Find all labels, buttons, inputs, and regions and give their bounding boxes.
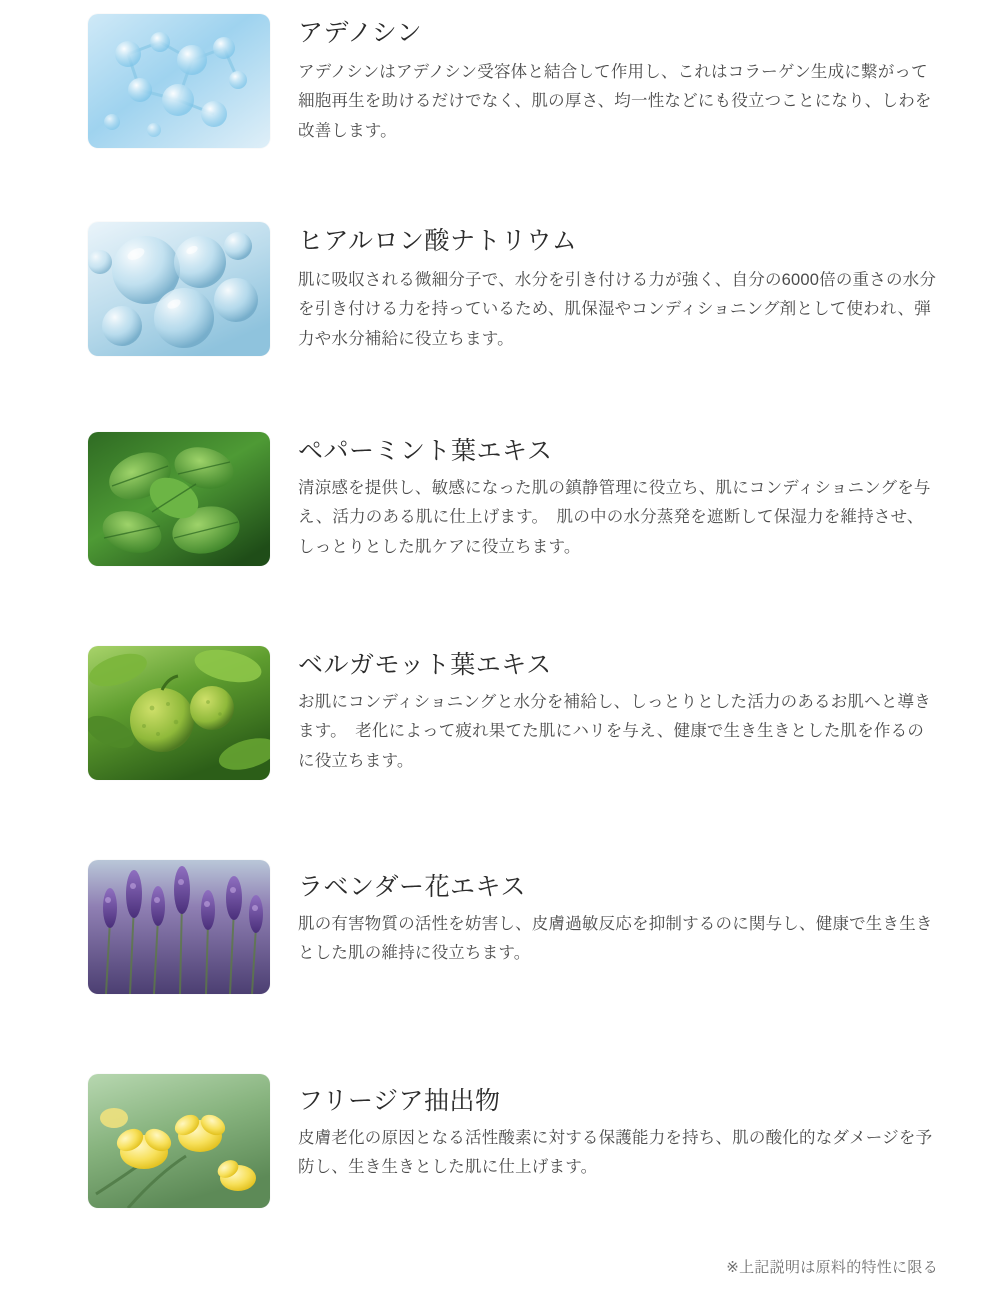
ingredient-text	[298, 222, 940, 354]
bergamot-fruit-photo	[88, 646, 270, 780]
ingredient-title: ヒアルロン酸ナトリウム	[298, 227, 578, 255]
ingredient-item	[0, 1074, 1000, 1208]
ingredient-text	[298, 14, 940, 146]
ingredient-text	[298, 1074, 940, 1183]
ingredient-text	[298, 860, 940, 969]
sodium-hyaluronate-bubbles-photo	[88, 222, 270, 356]
peppermint-leaf-photo	[88, 432, 270, 566]
lavender-flower-photo	[88, 860, 270, 994]
ingredient-title: アデノシン	[298, 19, 423, 47]
ingredient-text	[298, 646, 940, 776]
ingredient-text	[298, 432, 940, 562]
ingredient-title: ラベンダー花エキス	[298, 873, 527, 901]
ingredient-item	[0, 432, 1000, 566]
ingredient-description: アデノシンはアデノシン受容体と結合して作用し、これはコラーゲン生成に繋がって細胞再生を助けるだけでなく、肌の厚さ、均一性などにも役立つことになり、しわを改善します。	[298, 63, 932, 140]
freesia-flower-photo	[88, 1074, 270, 1208]
footnote: ※上記説明は原料的特性に限る	[726, 1259, 938, 1276]
ingredient-description: 肌の有害物質の活性を妨害し、皮膚過敏反応を抑制するのに関与し、健康で生き生きとした肌の維持に役立ちます。	[298, 915, 933, 963]
ingredient-description: 清涼感を提供し、敏感になった肌の鎮静管理に役立ち、肌にコンディショニングを与え、活力のある肌に仕上げます。 肌の中の水分蒸発を遮断して保湿力を維持させ、しっとりとした肌ケアに役立ちます。	[298, 479, 931, 556]
adenosine-molecule-photo	[88, 14, 270, 148]
ingredient-item	[0, 222, 1000, 356]
ingredient-description: 皮膚老化の原因となる活性酸素に対する保護能力を持ち、肌の酸化的なダメージを予防し、生き生きとした肌に仕上げます。	[298, 1129, 933, 1177]
ingredient-item	[0, 646, 1000, 780]
ingredient-info-page	[0, 14, 1000, 1313]
ingredient-description: お肌にコンディショニングと水分を補給し、しっとりとした活力のあるお肌へと導きます。 老化によって疲れ果てた肌にハリを与え、健康で生き生きとした肌を作るのに役立ちます。	[298, 693, 931, 770]
ingredient-item	[0, 860, 1000, 994]
ingredient-title: フリージア抽出物	[298, 1087, 501, 1115]
ingredient-title: ベルガモット葉エキス	[298, 651, 552, 679]
ingredient-item	[0, 14, 1000, 148]
ingredient-description: 肌に吸収される微細分子で、水分を引き付ける力が強く、自分の6000倍の重さの水分を引き付ける力を持っているため、肌保湿やコンディショニング剤として使われ、弾力や水分補給に役立ちます。	[298, 271, 937, 348]
ingredient-title: ペパーミント葉エキス	[298, 437, 553, 465]
